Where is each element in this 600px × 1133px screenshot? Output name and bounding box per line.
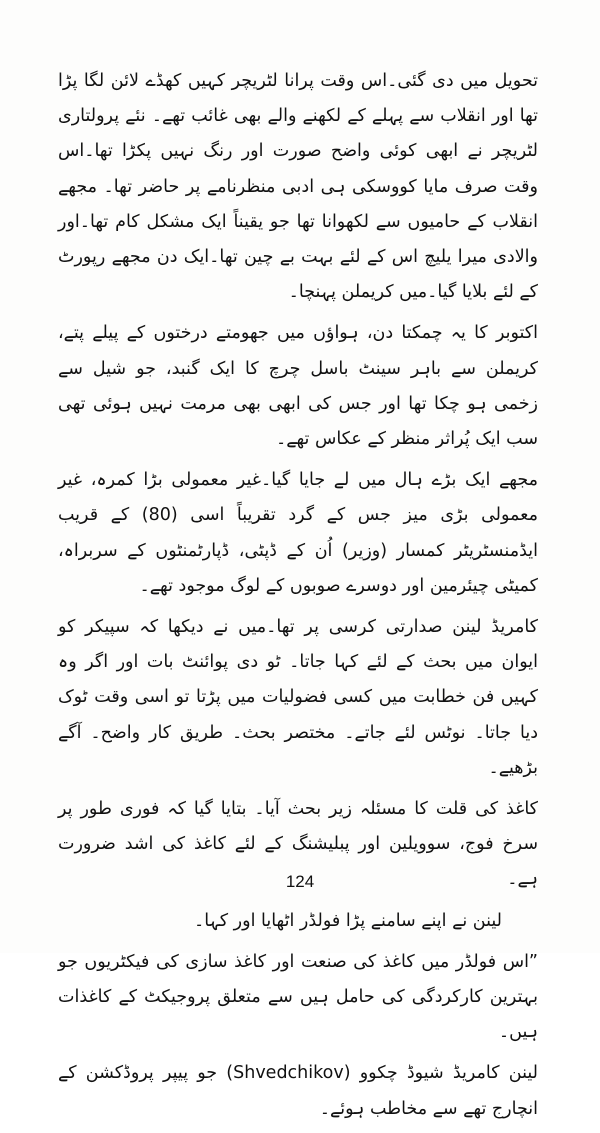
- paragraph-6: لینن نے اپنے سامنے پڑا فولڈر اٹھایا اور کہا۔: [193, 910, 502, 931]
- paragraph-8: لینن کامریڈ شیوڈ چکوو (Shvedchikov) جو پیپر پروڈکشن کے انچارج تھے سے مخاطب ہوئے۔: [58, 1063, 538, 1119]
- paragraph-3: مجھے ایک بڑے ہال میں لے جایا گیا۔غیر معمولی بڑا کمرہ، غیر معمولی بڑی میز جس کے گرد تقریباً اسی (80) کے قریب ایڈمنسٹریٹر کمسار (وزیر) اُن کے ڈپٹی، ڈپارٹمنٹوں کے سربراہ، کمیٹی چیئرمین اور دوسرے صوبوں کے لوگ موجود تھے۔: [58, 470, 538, 596]
- paragraph-2: اکتوبر کا یہ چمکتا دن، ہواؤں میں جھومتے درختوں کے پیلے پتے، کریملن سے باہر سینٹ باسل چرچ کا ایک گنبد، جو شیل سے زخمی ہو چکا تھا اور جس کی ابھی بھی مرمت نہیں ہوئی تھی سب ایک پُراثر منظر کے عکاس تھے۔: [58, 323, 538, 450]
- paragraph-5: کاغذ کی قلت کا مسئلہ زیر بحث آیا۔ بتایا گیا کہ فوری طور پر سرخ فوج، سوویلین اور پبلیشنگ کے لئے کاغذ کی اشد ضرورت ہے۔: [58, 799, 538, 890]
- paragraph-1: تحویل میں دی گئی۔اس وقت پرانا لٹریچر کہیں کھڈے لائن لگا پڑا تھا اور انقلاب سے پہلے کے لکھنے والے بھی غائب تھے۔ نئے پرولتاری لٹریچر نے ابھی کوئی واضح صورت اور رنگ نہیں پکڑا تھا۔اس وقت صرف مایا کووسکی ہی ادبی منظرنامے پر حاضر تھا۔ مجھے انقلاب کے حامیوں سے لکھوانا تھا جو یقیناً ایک مشکل کام تھا۔اور والادی میرا یلیچ اس کے لئے بہت بے چین تھا۔ایک دن مجھے رپورٹ کے لئے بلایا گیا۔میں کریملن پہنچا۔: [58, 71, 538, 303]
- paragraph-4: کامریڈ لینن صدارتی کرسی پر تھا۔میں نے دیکھا کہ سپیکر کو ایوان میں بحث کے لئے کہا جاتا۔ ٹو دی پوائنٹ بات اور اگر وہ کہیں فن خطابت میں کسی فضولیات میں پڑتا تو اسی وقت ٹوک دیا جاتا۔ نوٹس لئے جاتے۔ مختصر بحث۔ طریق کار واضح۔ آگے بڑھیے۔: [58, 617, 538, 778]
- page-number: 124: [285, 872, 315, 891]
- body-text: [58, 64, 538, 1133]
- paragraph-7: ”اس فولڈر میں کاغذ کی صنعت اور کاغذ سازی کی فیکٹریوں جو بہترین کارکردگی کی حامل ہیں سے متعلق پروجیکٹ کے کاغذات ہیں۔: [58, 951, 538, 1043]
